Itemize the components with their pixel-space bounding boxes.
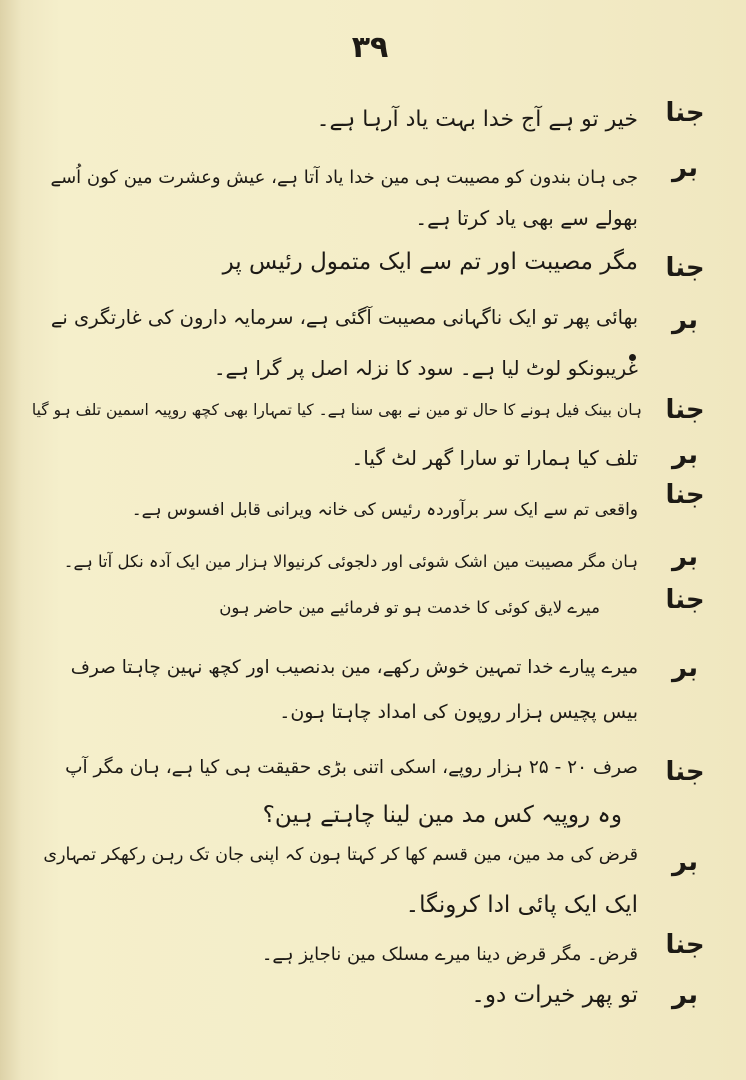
dialogue-line-text: مگر مصیبت اور تم سے ایک متمول رئیس پر [222, 249, 638, 275]
speaker-label: بر [672, 980, 698, 1010]
dialogue-line-text: ہان مگر مصیبت مین اشک شوئی اور دلجوئی کرنیوالا ہزار مین ایک آدہ نکل آتا ہے۔ [63, 552, 638, 571]
dialogue-line-text: صرف ۲۰ - ۲۵ ہزار روپے، اسکی اتنی بڑی حقیقت ہی کیا ہے، ہان مگر آپ [65, 757, 638, 778]
page-number: ۳۹ [351, 30, 389, 65]
dialogue-line [215, 586, 600, 630]
dialogue-line [380, 883, 638, 927]
dialogue-line-text: ایک ایک پائی ادا کرونگا۔ [405, 892, 638, 918]
dialogue-line-text: بھائی پھر تو ایک ناگہانی مصیبت آگئی ہے، سرمایہ دارون کی غارتگری نے [50, 306, 638, 329]
dialogue-line [315, 98, 638, 142]
dialogue-line [415, 196, 638, 240]
dialogue-line-text: تلف کیا ہمارا تو سارا گھر لٹ گیا۔ [351, 446, 638, 470]
speaker-label: جنا [665, 480, 705, 510]
dialogue-line [175, 240, 638, 284]
dialogue-line [350, 436, 638, 480]
dialogue-line [40, 296, 638, 340]
dialogue-line [205, 346, 638, 390]
dialogue-line-text: بیس پچیس ہزار روپون کی امداد چاہتا ہون۔ [279, 701, 638, 723]
dialogue-line [60, 646, 638, 690]
dialogue-line-text: قرض کی مد مین، مین قسم کھا کر کہتا ہون کہ اپنی جان تک رہن رکھکر تمہاری [43, 845, 638, 865]
dialogue-line-text: واقعی تم سے ایک سر برآوردہ رئیس کی خانہ ویرانی قابل افسوس ہے۔ [131, 500, 638, 520]
dialogue-line-text: خیر تو ہے آج خدا بہت یاد آرہا ہے۔ [316, 107, 638, 132]
speaker-label: بر [672, 653, 698, 683]
dialogue-line [55, 540, 638, 584]
dialogue-line [255, 933, 638, 977]
speaker-label: جنا [665, 757, 705, 787]
dialogue-line [35, 833, 638, 877]
dialogue-line [395, 973, 638, 1017]
dialogue-line-text: جی ہان بندون کو مصیبت ہی مین خدا یاد آتا ہے، عیش وعشرت مین کون اُسے [50, 167, 638, 188]
dialogue-line [30, 388, 642, 432]
dialogue-line [45, 156, 638, 200]
speaker-label: بر [672, 542, 698, 572]
dialogue-line [55, 746, 638, 790]
dialogue-line-text: میرے پیارے خدا تمہین خوش رکھے، مین بدنصیب اور کچھ نہین چاہتا صرف [70, 657, 638, 678]
dialogue-line [125, 488, 638, 532]
dialogue-line [275, 690, 638, 734]
dialogue-line-text: وہ روپیہ کس مد مین لینا چاہتے ہین؟ [262, 802, 622, 828]
speaker-label: بر [672, 305, 698, 335]
speaker-label: جنا [665, 585, 705, 615]
dialogue-line-text: قرض۔ مگر قرض دینا میرے مسلک مین ناجایز ہے۔ [261, 944, 638, 965]
dialogue-line-text: تو پھر خیرات دو۔ [471, 982, 638, 1008]
speaker-label: بر [672, 153, 698, 183]
speaker-label: بر [672, 440, 698, 470]
speaker-label: جنا [665, 253, 705, 283]
speaker-label: جنا [665, 395, 705, 425]
dialogue-line-text: ہان بینک فیل ہونے کا حال تو مین نے بھی سنا ہے۔ کیا تمہارا بھی کچھ روپیہ اسمین تلف ہو گیا [31, 401, 642, 419]
speaker-label: بر [672, 847, 698, 877]
dialogue-line-text: غریبونکو لوٹ لیا ہے۔ سود کا نزلہ اصل پر گرا ہے۔ [213, 356, 638, 380]
dialogue-line-text: میرے لایق کوئی کا خدمت ہو تو فرمائیے مین حاضر ہون [219, 598, 600, 617]
speaker-label: جنا [665, 98, 705, 128]
dialogue-line-text: بھولے سے بھی یاد کرتا ہے۔ [415, 206, 638, 230]
speaker-label: جنا [665, 930, 705, 960]
dialogue-line [250, 793, 622, 837]
